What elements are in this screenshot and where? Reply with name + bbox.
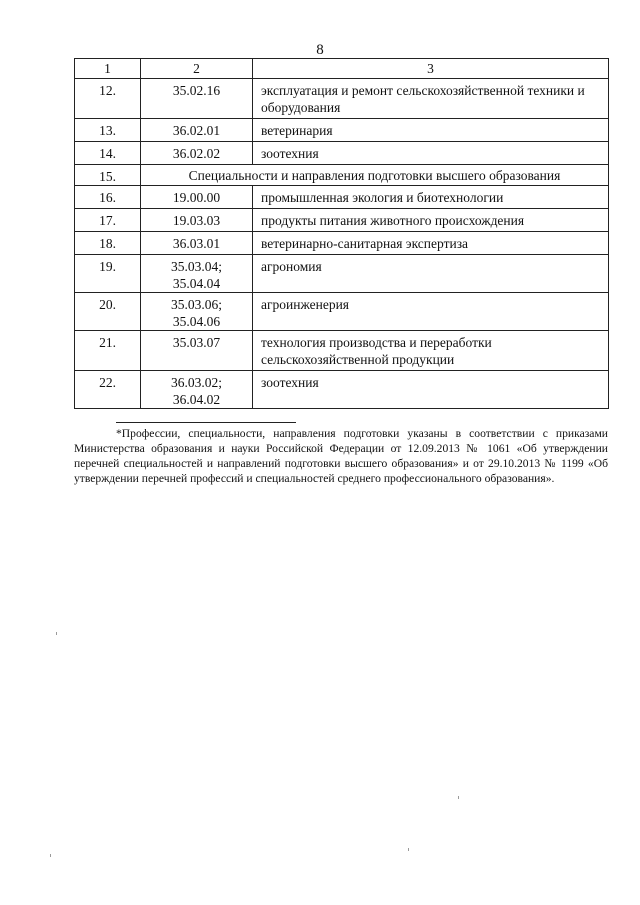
table-row	[75, 232, 609, 255]
row-number: 14.	[75, 142, 141, 165]
table-row	[75, 293, 609, 331]
specialty-code	[141, 209, 253, 232]
specialty-name: промышленная экология и биотехнологии	[253, 186, 609, 209]
specialty-name: ветеринария	[253, 119, 609, 142]
table-row	[75, 79, 609, 119]
footnote-text: *Профессии, специальности, направления подготовки указаны в соответствии с приказами Министерства образования и науки Российской Федерации от 12.09.2013 № 1061 «Об утверждении перечней специальностей и направлений подготовки высшего образования» и от 29.10.2013 № 1199 «Об утверждении перечней профессий и специальностей среднего профессионального образования».	[74, 427, 608, 485]
page-number: 8	[316, 42, 324, 58]
specialty-name: агрономия	[253, 255, 609, 293]
specialty-code	[141, 142, 253, 165]
specialty-name: продукты питания животного происхождения	[253, 209, 609, 232]
row-number: 12.	[75, 79, 141, 119]
specialty-code	[141, 255, 253, 293]
table-row	[75, 371, 609, 409]
table-row	[75, 331, 609, 371]
column-header-name: 3	[253, 59, 609, 79]
row-number: 21.	[75, 331, 141, 371]
code-line: 36.02.01	[172, 123, 221, 138]
scan-speck	[50, 854, 51, 857]
row-number: 13.	[75, 119, 141, 142]
scan-speck	[56, 632, 57, 635]
specialty-name: эксплуатация и ремонт сельскохозяйственной техники и оборудования	[253, 79, 609, 119]
row-number: 18.	[75, 232, 141, 255]
column-header-code: 2	[141, 59, 253, 79]
table-row	[75, 209, 609, 232]
table-row	[75, 186, 609, 209]
code-line: 35.03.04;	[170, 259, 222, 274]
code-line: 36.03.02;	[170, 375, 222, 390]
scan-speck	[458, 796, 459, 799]
specialty-code	[141, 232, 253, 255]
specialty-name: агроинженерия	[253, 293, 609, 331]
specialty-name: технология производства и переработки сельскохозяйственной продукции	[253, 331, 609, 371]
specialty-name: зоотехния	[253, 142, 609, 165]
table-row	[75, 165, 609, 186]
code-line: 19.03.03	[172, 213, 221, 228]
scan-speck	[408, 848, 409, 851]
code-line: 19.00.00	[172, 190, 221, 205]
specialty-code	[141, 79, 253, 119]
specialty-code	[141, 371, 253, 409]
code-line: 35.04.06	[172, 314, 221, 329]
specialties-table	[74, 58, 609, 409]
specialty-name: зоотехния	[253, 371, 609, 409]
code-line: 36.04.02	[172, 392, 221, 407]
row-number: 19.	[75, 255, 141, 293]
specialty-name: ветеринарно-санитарная экспертиза	[253, 232, 609, 255]
footnote-separator	[116, 422, 296, 423]
table-body	[75, 59, 609, 409]
column-header-number: 1	[75, 59, 141, 79]
table-row	[75, 255, 609, 293]
section-heading: Специальности и направления подготовки высшего образования	[141, 165, 609, 186]
table-header-row	[75, 59, 609, 79]
specialty-code	[141, 293, 253, 331]
code-line: 36.03.01	[172, 236, 221, 251]
code-line: 35.04.04	[172, 276, 221, 291]
code-line: 35.03.06;	[170, 297, 222, 312]
specialty-code	[141, 331, 253, 371]
specialty-code	[141, 119, 253, 142]
row-number: 20.	[75, 293, 141, 331]
code-line: 35.02.16	[172, 83, 221, 98]
code-line: 35.03.07	[172, 335, 221, 350]
row-number: 15.	[75, 165, 141, 186]
table-row	[75, 119, 609, 142]
specialty-code	[141, 186, 253, 209]
row-number: 16.	[75, 186, 141, 209]
table-row	[75, 142, 609, 165]
row-number: 17.	[75, 209, 141, 232]
row-number: 22.	[75, 371, 141, 409]
code-line: 36.02.02	[172, 146, 221, 161]
